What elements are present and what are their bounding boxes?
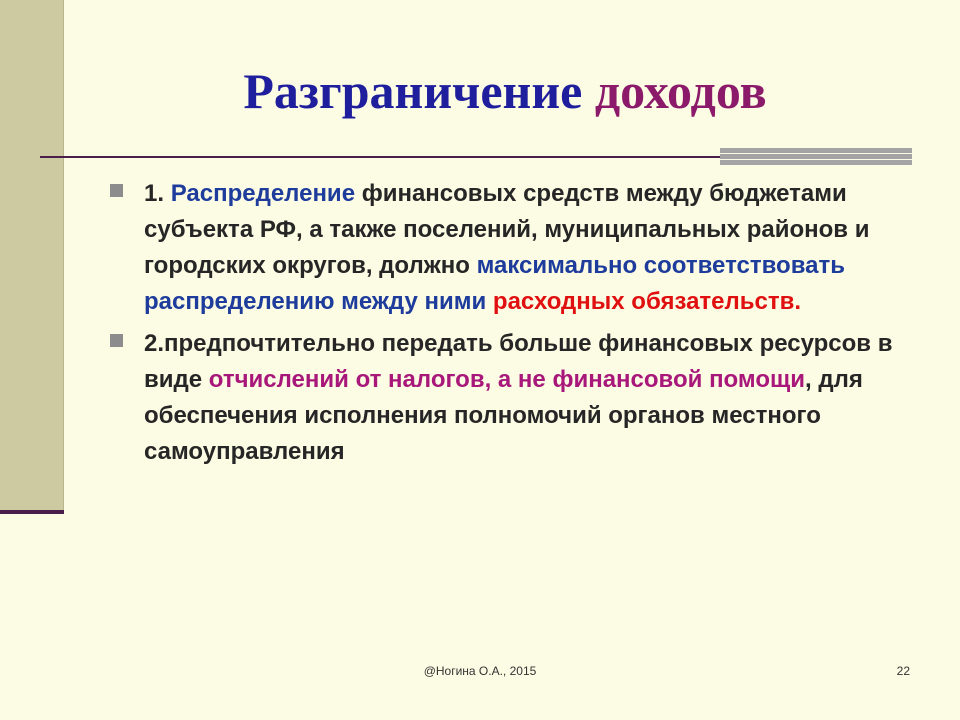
- bullet-item-2: [108, 326, 898, 470]
- bullet-2-text-end: , для обеспечения исполнения полномочий органов местного самоуправления: [144, 366, 863, 465]
- slide-content: [108, 176, 898, 476]
- bullet-1-text: финансовых средств между бюджетами субъекта РФ, а также поселений, муниципальных районов и городских округов, должно: [144, 180, 870, 279]
- side-band-line: [0, 510, 64, 514]
- bullet-2-text-start: 2.предпочтительно передать больше финансовых ресурсов в виде: [144, 330, 893, 393]
- page-number: 22: [896, 664, 910, 678]
- title-divider-bar: [720, 148, 912, 166]
- bullet-square-icon: [110, 334, 123, 347]
- bullet-1-number: 1.: [144, 180, 171, 207]
- bullet-1-highlight-distribution: Распределение: [170, 180, 362, 207]
- slide-title: [0, 62, 960, 120]
- footer-author: @Ногина О.А., 2015: [423, 664, 537, 678]
- title-part-main: Разграничение: [243, 63, 595, 119]
- title-part-accent: доходов: [594, 63, 767, 119]
- bullet-1-highlight-correspondence: максимально соответствовать распределению между ними: [144, 252, 845, 315]
- bullet-2-highlight: отчислений от налогов, а не финансовой помощи: [208, 366, 806, 393]
- bullet-item-1: [108, 176, 898, 320]
- bullet-1-highlight-obligations: расходных обязательств.: [492, 288, 802, 315]
- bullet-square-icon: [110, 184, 123, 197]
